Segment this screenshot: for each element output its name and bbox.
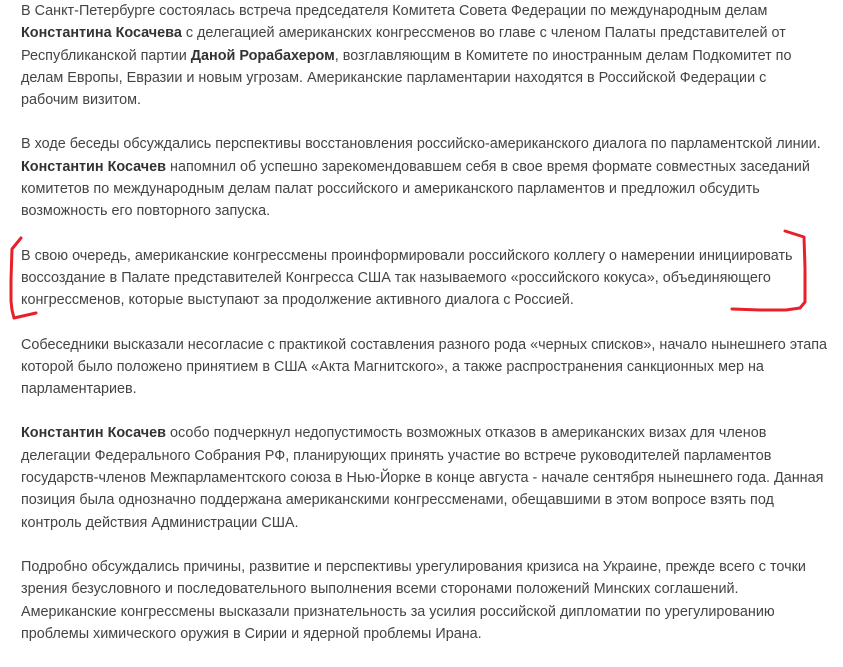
paragraph-line (21, 489, 821, 511)
paragraph-text: возможность его повторного запуска. (21, 203, 271, 220)
article-paragraph (21, 334, 828, 401)
paragraph-text: В ходе беседы обсуждались перспективы восстановления российско-американского диалога по парламентской линии. (21, 136, 821, 153)
paragraph-text: делегации Федерального Собрания РФ, планирующих принять участие во встрече руководителей парламентов (21, 447, 772, 464)
paragraph-line (21, 556, 821, 578)
paragraph-text: государств-членов Межпарламентского союза в Нью-Йорке в конце августа - начале сентября нынешнего года. Данная (21, 470, 824, 487)
paragraph-line (21, 200, 821, 222)
article-body (21, 0, 828, 667)
article-paragraph (21, 0, 821, 111)
paragraph-text: Подробно обсуждались причины, развитие и перспективы урегулирования кризиса на Украине, прежде всего с точки (21, 558, 806, 575)
paragraph-text: напомнил об успешно зарекомендовавшем себя в свое время формате совместных заседаний (166, 158, 810, 175)
article-paragraph (21, 245, 821, 312)
paragraph-text: В Санкт-Петербурге состоялась встреча председателя Комитета Совета Федерации по международным делам (21, 3, 768, 19)
paragraph-line (21, 289, 821, 311)
paragraph-text: Американские конгрессмены высказали признательность за усилия российской дипломатии по урегулированию (21, 603, 775, 620)
paragraph-line (21, 467, 824, 489)
paragraph-line (21, 601, 821, 623)
paragraph-text: В свою очередь, американские конгрессмены проинформировали российского коллегу о намерении инициировать (21, 247, 793, 264)
paragraph-line (21, 89, 821, 111)
paragraph-text: проблемы химического оружия в Сирии и ядерной проблемы Ирана. (21, 625, 482, 642)
paragraph-line (21, 623, 821, 645)
paragraph-line (21, 267, 821, 289)
paragraph-text: с делегацией американских конгрессменов во главе с членом Палаты представителей от (181, 25, 786, 42)
paragraph-line (21, 156, 821, 178)
paragraph-line (21, 422, 821, 444)
paragraph-line (21, 22, 821, 44)
article-paragraph (21, 556, 821, 645)
paragraph-text: Собеседники высказали несогласие с практикой составления разного рода «черных списков», начало нынешнего этапа (21, 336, 828, 353)
paragraph-line (21, 67, 821, 89)
paragraph-line (21, 45, 821, 67)
paragraph-line (21, 445, 821, 467)
paragraph-text: делам Европы, Евразии и новым угрозам. (21, 69, 308, 86)
paragraph-text: особо подчеркнул недопустимость возможных отказов в американских визах для членов (166, 425, 767, 442)
paragraph-line (21, 245, 821, 267)
paragraph-text: Американские парламентарии находятся в Российской Федерации с (307, 69, 767, 86)
paragraph-line (21, 0, 821, 22)
paragraph-text: парламентариев. (21, 381, 137, 398)
paragraph-line (21, 378, 821, 400)
paragraph-text: рабочим визитом. (21, 92, 142, 109)
paragraph-text: которой было положено принятием в США «Акта Магнитского», а также распространения санкционных мер на (21, 358, 764, 375)
paragraph-line (21, 512, 821, 534)
paragraph-text: Республиканской партии (21, 47, 191, 64)
paragraph-line (21, 578, 821, 600)
paragraph-text: комитетов по международным делам палат российского и американского парламентов и предложил обсудить (21, 181, 760, 198)
person-name-bold: Константин Косачев (21, 425, 167, 442)
paragraph-text: контроль действия Администрации США. (21, 514, 299, 531)
paragraph-line (21, 334, 828, 356)
person-name-bold: Константин Косачев (21, 158, 167, 175)
paragraph-text: позиция была однозначно поддержана американскими конгрессменами, обещавшими в этом вопросе взять под (21, 492, 774, 509)
paragraph-text: конгрессменов, которые выступают за продолжение активного диалога с Россией. (21, 292, 574, 309)
article-paragraph (21, 422, 824, 533)
paragraph-line (21, 356, 821, 378)
paragraph-line (21, 178, 821, 200)
person-name-bold: Даной Рорабахером (190, 47, 335, 64)
paragraph-line (21, 133, 821, 155)
person-name-bold: Константина Косачева (21, 25, 182, 42)
article-paragraph (21, 133, 821, 222)
paragraph-text: зрения безусловного и последовательного выполнения всеми сторонами положений Минских соглашений. (21, 581, 739, 598)
paragraph-text: воссоздание в Палате представителей Конгресса США так называемого «российского кокуса», объединяющего (21, 269, 771, 286)
paragraph-text: , возглавляющим в Комитете по иностранным делам Подкомитет по (334, 47, 792, 64)
